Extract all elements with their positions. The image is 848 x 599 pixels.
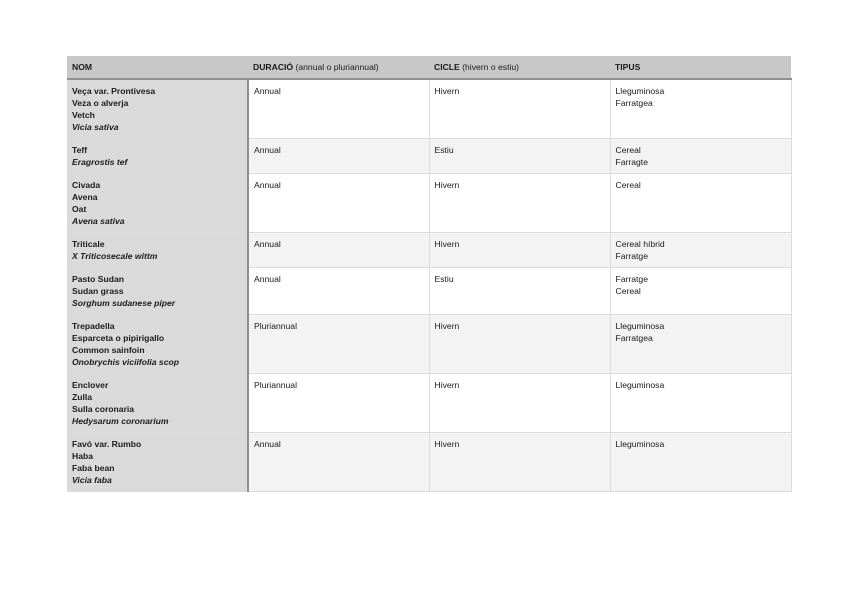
common-name: Pasto Sudan (72, 274, 125, 284)
cell-tipus (610, 433, 791, 492)
tipus-value: Cereal (615, 180, 641, 190)
common-name: Trepadella (72, 321, 115, 331)
common-name: Sudan grass (72, 286, 124, 296)
common-name: Enclover (72, 380, 109, 390)
tipus-value: Farratge (615, 251, 648, 261)
common-name: Haba (72, 451, 94, 461)
cell-nom (67, 233, 248, 268)
cell-tipus (610, 233, 791, 268)
cell-cicle (429, 174, 610, 233)
cell-nom (67, 79, 248, 139)
common-name: Sulla coronaria (72, 404, 135, 414)
tipus-value: Farratge (615, 274, 648, 284)
cell-tipus (610, 268, 791, 315)
cell-duracio (248, 79, 429, 139)
table-row (67, 233, 791, 268)
common-name: Oat (72, 204, 87, 214)
common-name: Veça var. Prontivesa (72, 86, 156, 96)
table-row (67, 433, 791, 492)
cell-cicle (429, 433, 610, 492)
cell-duracio (248, 233, 429, 268)
table-row (67, 374, 791, 433)
common-name: Favó var. Rumbo (72, 439, 142, 449)
duracio-value: Annual (254, 439, 281, 449)
scientific-name: Vicia sativa (72, 122, 119, 132)
duracio-value: Pluriannual (254, 321, 297, 331)
cell-cicle (429, 374, 610, 433)
cell-nom (67, 433, 248, 492)
header-nom: NOM (67, 56, 248, 79)
header-cicle: CICLE (hivern o estiu) (429, 56, 610, 79)
scientific-name: Onobrychis viciifolia scop (72, 357, 179, 367)
scientific-name: Avena sativa (72, 216, 125, 226)
common-name: Vetch (72, 110, 95, 120)
duracio-value: Annual (254, 239, 281, 249)
duracio-value: Annual (254, 145, 281, 155)
cell-tipus (610, 79, 791, 139)
common-name: Zulla (72, 392, 93, 402)
cell-tipus (610, 374, 791, 433)
common-name: Triticale (72, 239, 105, 249)
tipus-value: Cereal (615, 145, 641, 155)
duracio-value: Pluriannual (254, 380, 297, 390)
cell-tipus (610, 139, 791, 174)
cicle-value: Estiu (434, 145, 454, 155)
table-row (67, 174, 791, 233)
scientific-name: Hedysarum coronarium (72, 416, 169, 426)
cell-nom (67, 374, 248, 433)
cicle-value: Hivern (434, 380, 460, 390)
common-name: Esparceta o pipirigallo (72, 333, 165, 343)
cell-cicle (429, 268, 610, 315)
tipus-value: Farratgea (615, 333, 653, 343)
tipus-value: Lleguminosa (615, 321, 665, 331)
tipus-value: Lleguminosa (615, 439, 665, 449)
duracio-value: Annual (254, 86, 281, 96)
crops-table (67, 56, 792, 492)
tipus-value: Farratgea (615, 98, 653, 108)
cicle-value: Estiu (434, 274, 454, 284)
cell-duracio (248, 374, 429, 433)
cicle-value: Hivern (434, 180, 460, 190)
scientific-name: X Triticosecale wittm (72, 251, 158, 261)
table-header (67, 56, 791, 79)
cell-nom (67, 268, 248, 315)
cell-cicle (429, 315, 610, 374)
cicle-value: Hivern (434, 239, 460, 249)
tipus-value: Lleguminosa (615, 380, 665, 390)
header-tipus: TIPUS (610, 56, 791, 79)
scientific-name: Vicia faba (72, 475, 112, 485)
table-body (67, 79, 791, 492)
header-duracio: DURACIÓ (annual o pluriannual) (248, 56, 429, 79)
common-name: Teff (72, 145, 88, 155)
duracio-value: Annual (254, 274, 281, 284)
cell-nom (67, 174, 248, 233)
cell-nom (67, 315, 248, 374)
common-name: Faba bean (72, 463, 115, 473)
cicle-value: Hivern (434, 321, 460, 331)
cell-tipus (610, 174, 791, 233)
scientific-name: Eragrostis tef (72, 157, 128, 167)
scientific-name: Sorghum sudanese piper (72, 298, 176, 308)
cicle-value: Hivern (434, 439, 460, 449)
tipus-value: Cereal híbrid (615, 239, 665, 249)
common-name: Civada (72, 180, 101, 190)
header-row (67, 56, 791, 79)
cell-duracio (248, 315, 429, 374)
cell-cicle (429, 233, 610, 268)
common-name: Veza o alverja (72, 98, 129, 108)
tipus-value: Cereal (615, 286, 641, 296)
cell-cicle (429, 139, 610, 174)
cell-duracio (248, 139, 429, 174)
cell-cicle (429, 79, 610, 139)
common-name: Common sainfoin (72, 345, 145, 355)
cell-duracio (248, 174, 429, 233)
tipus-value: Farragte (615, 157, 648, 167)
common-name: Avena (72, 192, 98, 202)
cell-duracio (248, 433, 429, 492)
cell-tipus (610, 315, 791, 374)
cell-duracio (248, 268, 429, 315)
table-row (67, 139, 791, 174)
cell-nom (67, 139, 248, 174)
table-row (67, 79, 791, 139)
table-row (67, 268, 791, 315)
duracio-value: Annual (254, 180, 281, 190)
cicle-value: Hivern (434, 86, 460, 96)
tipus-value: Lleguminosa (615, 86, 665, 96)
table-row (67, 315, 791, 374)
